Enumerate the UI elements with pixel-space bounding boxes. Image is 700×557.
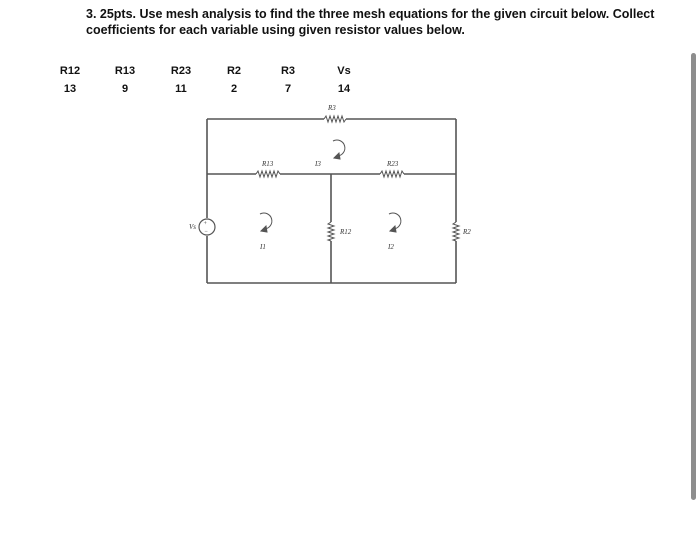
question-line-2: coefficients for each variable using given resistor values below. [86, 23, 465, 37]
mesh-arrow-i1-head [261, 226, 267, 232]
column-header: R2 [226, 65, 242, 77]
label-r3: R3 [328, 104, 336, 112]
circuit-wires [204, 119, 456, 283]
column-header: R13 [114, 65, 136, 77]
mesh-arrow-i3-head [334, 153, 340, 159]
label-r13: R13 [262, 160, 274, 168]
mesh-arrow-i2-head [390, 226, 396, 232]
resistor-r3 [324, 116, 346, 122]
column-header: R12 [59, 65, 81, 77]
voltage-source [199, 219, 215, 235]
column-value: 2 [230, 83, 238, 95]
label-i2: I2 [388, 243, 394, 251]
resistors [256, 116, 459, 241]
column-header: Vs [337, 65, 351, 77]
column-value: 11 [175, 83, 187, 95]
resistor-r23 [380, 171, 404, 177]
minus-sign: − [204, 229, 208, 235]
column-value: 7 [284, 83, 292, 95]
column-header: R23 [170, 65, 192, 77]
label-r2: R2 [463, 228, 471, 236]
resistor-r2 [453, 222, 459, 241]
resistor-r12 [328, 222, 334, 241]
label-i1: I1 [260, 243, 266, 251]
column-header: R3 [280, 65, 296, 77]
question-line-1: 3. 25pts. Use mesh analysis to find the three mesh equations for the given circuit below. Collect [86, 7, 655, 21]
label-r12: R12 [340, 228, 352, 236]
resistor-r13 [256, 171, 280, 177]
label-vs: Vs [189, 223, 196, 231]
label-r23: R23 [387, 160, 399, 168]
column-value: 13 [63, 83, 77, 95]
column-value: 14 [337, 83, 351, 95]
vertical-scrollbar[interactable] [691, 53, 696, 500]
column-value: 9 [121, 83, 129, 95]
plus-sign: + [203, 221, 207, 227]
label-i3: I3 [315, 160, 321, 168]
